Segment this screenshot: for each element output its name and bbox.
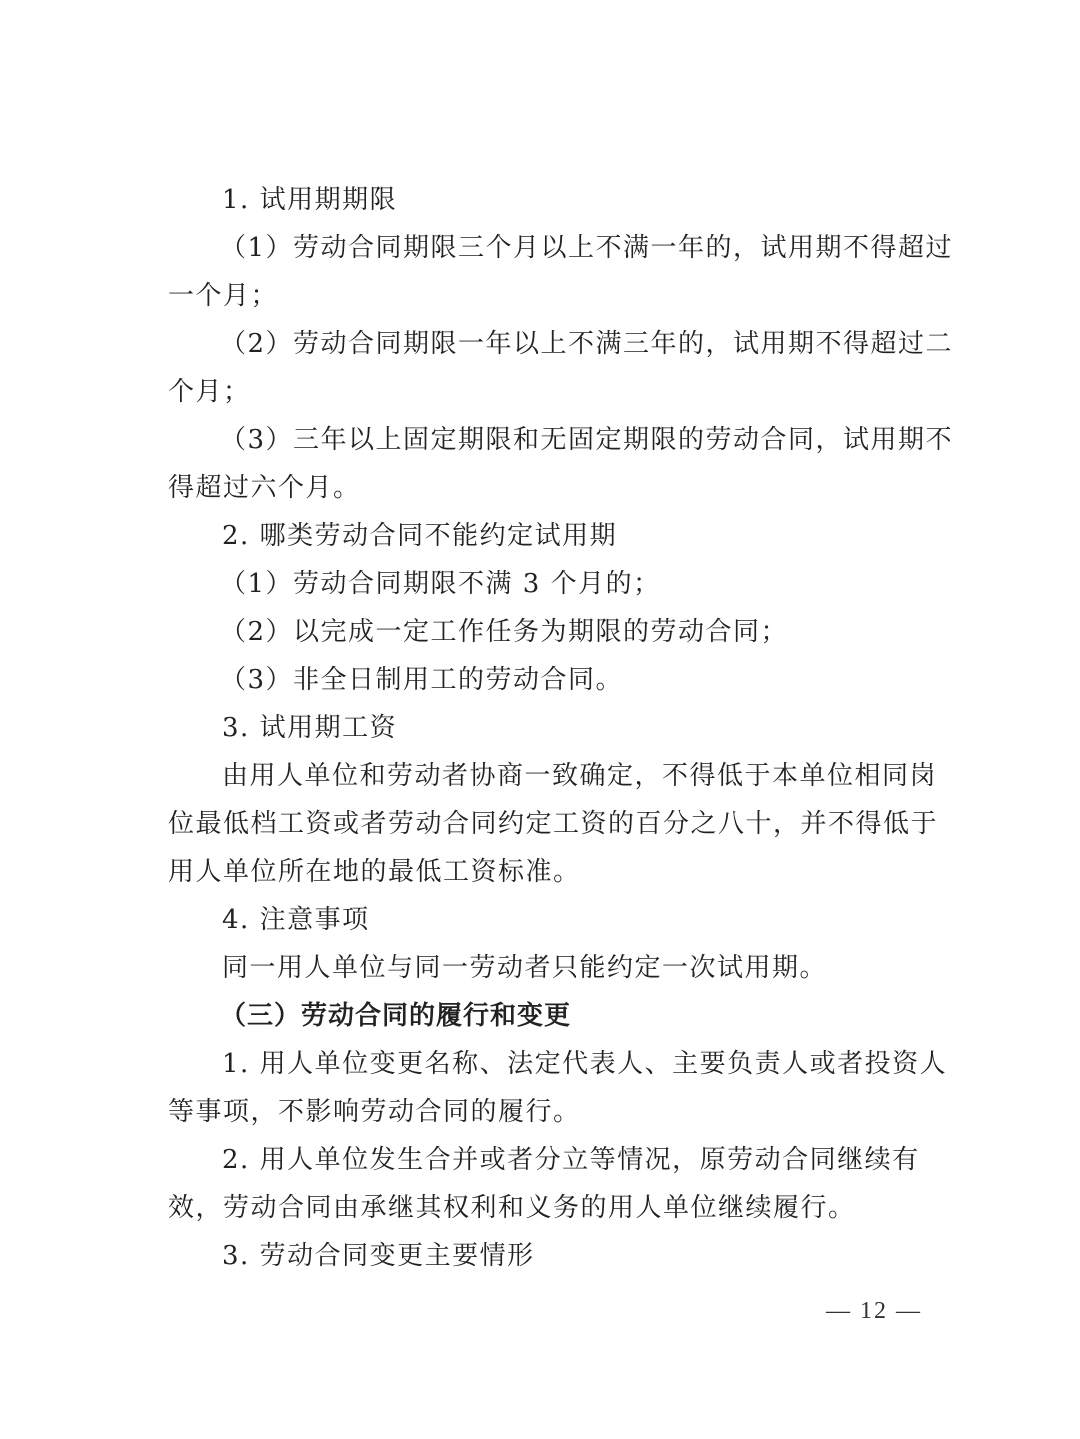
paragraph-line: 由用人单位和劳动者协商一致确定，不得低于本单位相同岗 xyxy=(222,761,938,791)
paragraph-line: 同一用人单位与同一劳动者只能约定一次试用期。 xyxy=(222,953,828,983)
subheading-no-probation: 2. 哪类劳动合同不能约定试用期 xyxy=(222,521,618,551)
paragraph-line: 等事项，不影响劳动合同的履行。 xyxy=(168,1097,581,1127)
paragraph-line: 得超过六个月。 xyxy=(168,473,361,503)
paragraph-line: 3. 劳动合同变更主要情形 xyxy=(222,1241,535,1271)
document-body xyxy=(168,176,954,1280)
paragraph-line: 效，劳动合同由承继其权利和义务的用人单位继续履行。 xyxy=(168,1193,856,1223)
paragraph-line: 个月； xyxy=(168,377,251,407)
paragraph-line: （2）以完成一定工作任务为期限的劳动合同； xyxy=(220,617,789,647)
paragraph-line: 1. 用人单位变更名称、法定代表人、主要负责人或者投资人 xyxy=(222,1049,948,1079)
subheading-probation-wage: 3. 试用期工资 xyxy=(222,713,398,743)
paragraph-line: （3）非全日制用工的劳动合同。 xyxy=(220,665,624,695)
page-number: — 12 — xyxy=(826,1298,922,1324)
paragraph-line: （1）劳动合同期限三个月以上不满一年的，试用期不得超过 xyxy=(220,233,954,263)
subheading-probation-term: 1. 试用期期限 xyxy=(222,185,398,215)
section-heading: （三）劳动合同的履行和变更 xyxy=(220,1001,572,1031)
paragraph-line: （3）三年以上固定期限和无固定期限的劳动合同，试用期不 xyxy=(220,425,954,455)
paragraph-line: （2）劳动合同期限一年以上不满三年的，试用期不得超过二 xyxy=(220,329,954,359)
paragraph-line: 一个月； xyxy=(168,281,279,311)
paragraph-line: （1）劳动合同期限不满 3 个月的； xyxy=(220,569,661,599)
paragraph-line: 2. 用人单位发生合并或者分立等情况，原劳动合同继续有 xyxy=(222,1145,920,1175)
paragraph-line: 位最低档工资或者劳动合同约定工资的百分之八十，并不得低于 xyxy=(168,809,939,839)
subheading-notes: 4. 注意事项 xyxy=(222,905,370,935)
paragraph-line: 用人单位所在地的最低工资标准。 xyxy=(168,857,581,887)
